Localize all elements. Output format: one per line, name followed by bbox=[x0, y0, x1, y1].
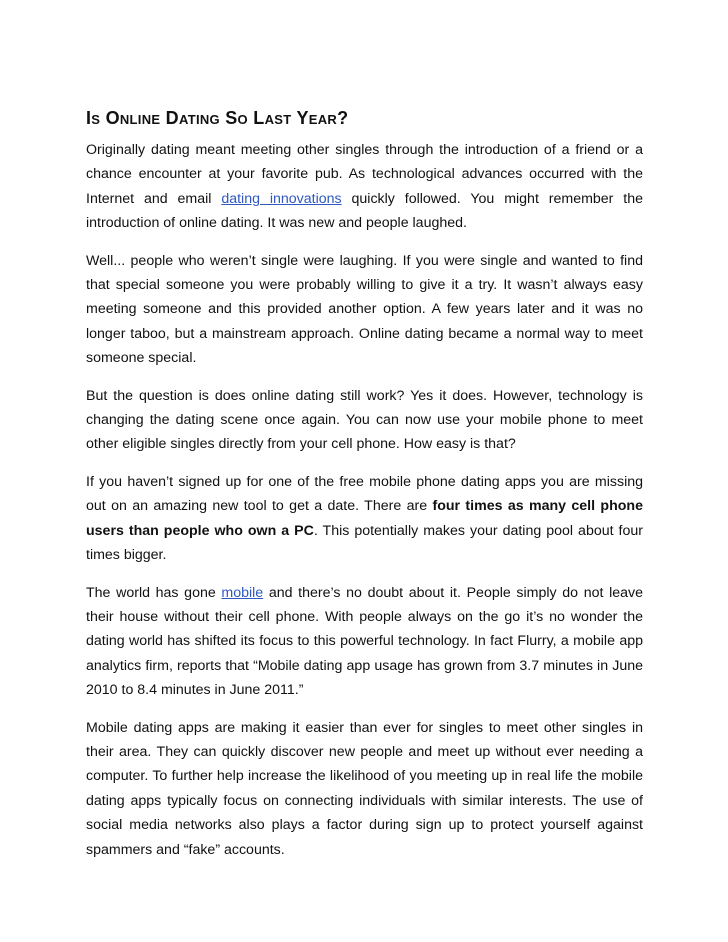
paragraph-closing: Mobile dating apps are making it easier than ever for singles to meet other singles in their area. They can quickly discover new people and meet up without ever needing a computer. To further help increase the likelihood of you meeting up in real life the mobile dating apps typically focus on connecting individuals with similar interests. The use of social media networks also plays a factor during sign up to protect yourself against spammers and “fake” accounts. bbox=[86, 719, 643, 858]
paragraph-mobile-text-a: The world has gone bbox=[86, 584, 222, 601]
paragraph-mobile bbox=[86, 581, 643, 703]
paragraph-intro bbox=[86, 138, 643, 236]
mobile-link[interactable]: mobile bbox=[221, 584, 264, 601]
paragraph-question: But the question is does online dating still work? Yes it does. However, technology is changing the dating scene once again. You can now use your mobile phone to meet other eligible singles directly from your cell phone. How easy is that? bbox=[86, 387, 643, 453]
paragraph-intro-text-a: Originally dating meant meeting other singles through the introduction of a friend or a chance encounter at your favorite pub. As technological advances occurred with the Internet and email bbox=[86, 142, 643, 207]
document-page bbox=[86, 104, 643, 875]
paragraph-intro-text-b: quickly followed. You might remember the introduction of online dating. It was new and people laughed. bbox=[86, 190, 644, 232]
paragraph-apps-text-a: If you haven’t signed up for one of the free mobile phone dating apps you are missing out on an amazing new tool to get a date. There are bbox=[86, 473, 643, 515]
paragraph-well: Well... people who weren’t single were laughing. If you were single and wanted to find that special someone you were probably willing to give it a try. It wasn’t always easy meeting someone and this provided another option. A few years later and it was no longer taboo, but a mainstream approach. Online dating became a normal way to meet someone special. bbox=[86, 252, 643, 367]
paragraph-apps-bold-text: four times as many cell phone users than people who own a PC bbox=[86, 498, 643, 539]
page-title: Is Online Dating So Last Year? bbox=[86, 108, 349, 128]
paragraph-apps bbox=[86, 470, 643, 568]
paragraph-apps-text-b: . This potentially makes your dating pool about four times bigger. bbox=[86, 522, 643, 564]
dating-innovations-link[interactable]: dating innovations bbox=[221, 190, 342, 207]
paragraph-mobile-text-b: and there’s no doubt about it. People simply do not leave their house without their cell phone. With people always on the go it’s no wonder the dating world has shifted its focus to this powerful technology. In fact Flurry, a mobile app analytics firm, reports that “Mobile dating app usage has grown from 3.7 minutes in June 2010 to 8.4 minutes in June 2011.” bbox=[86, 584, 643, 699]
